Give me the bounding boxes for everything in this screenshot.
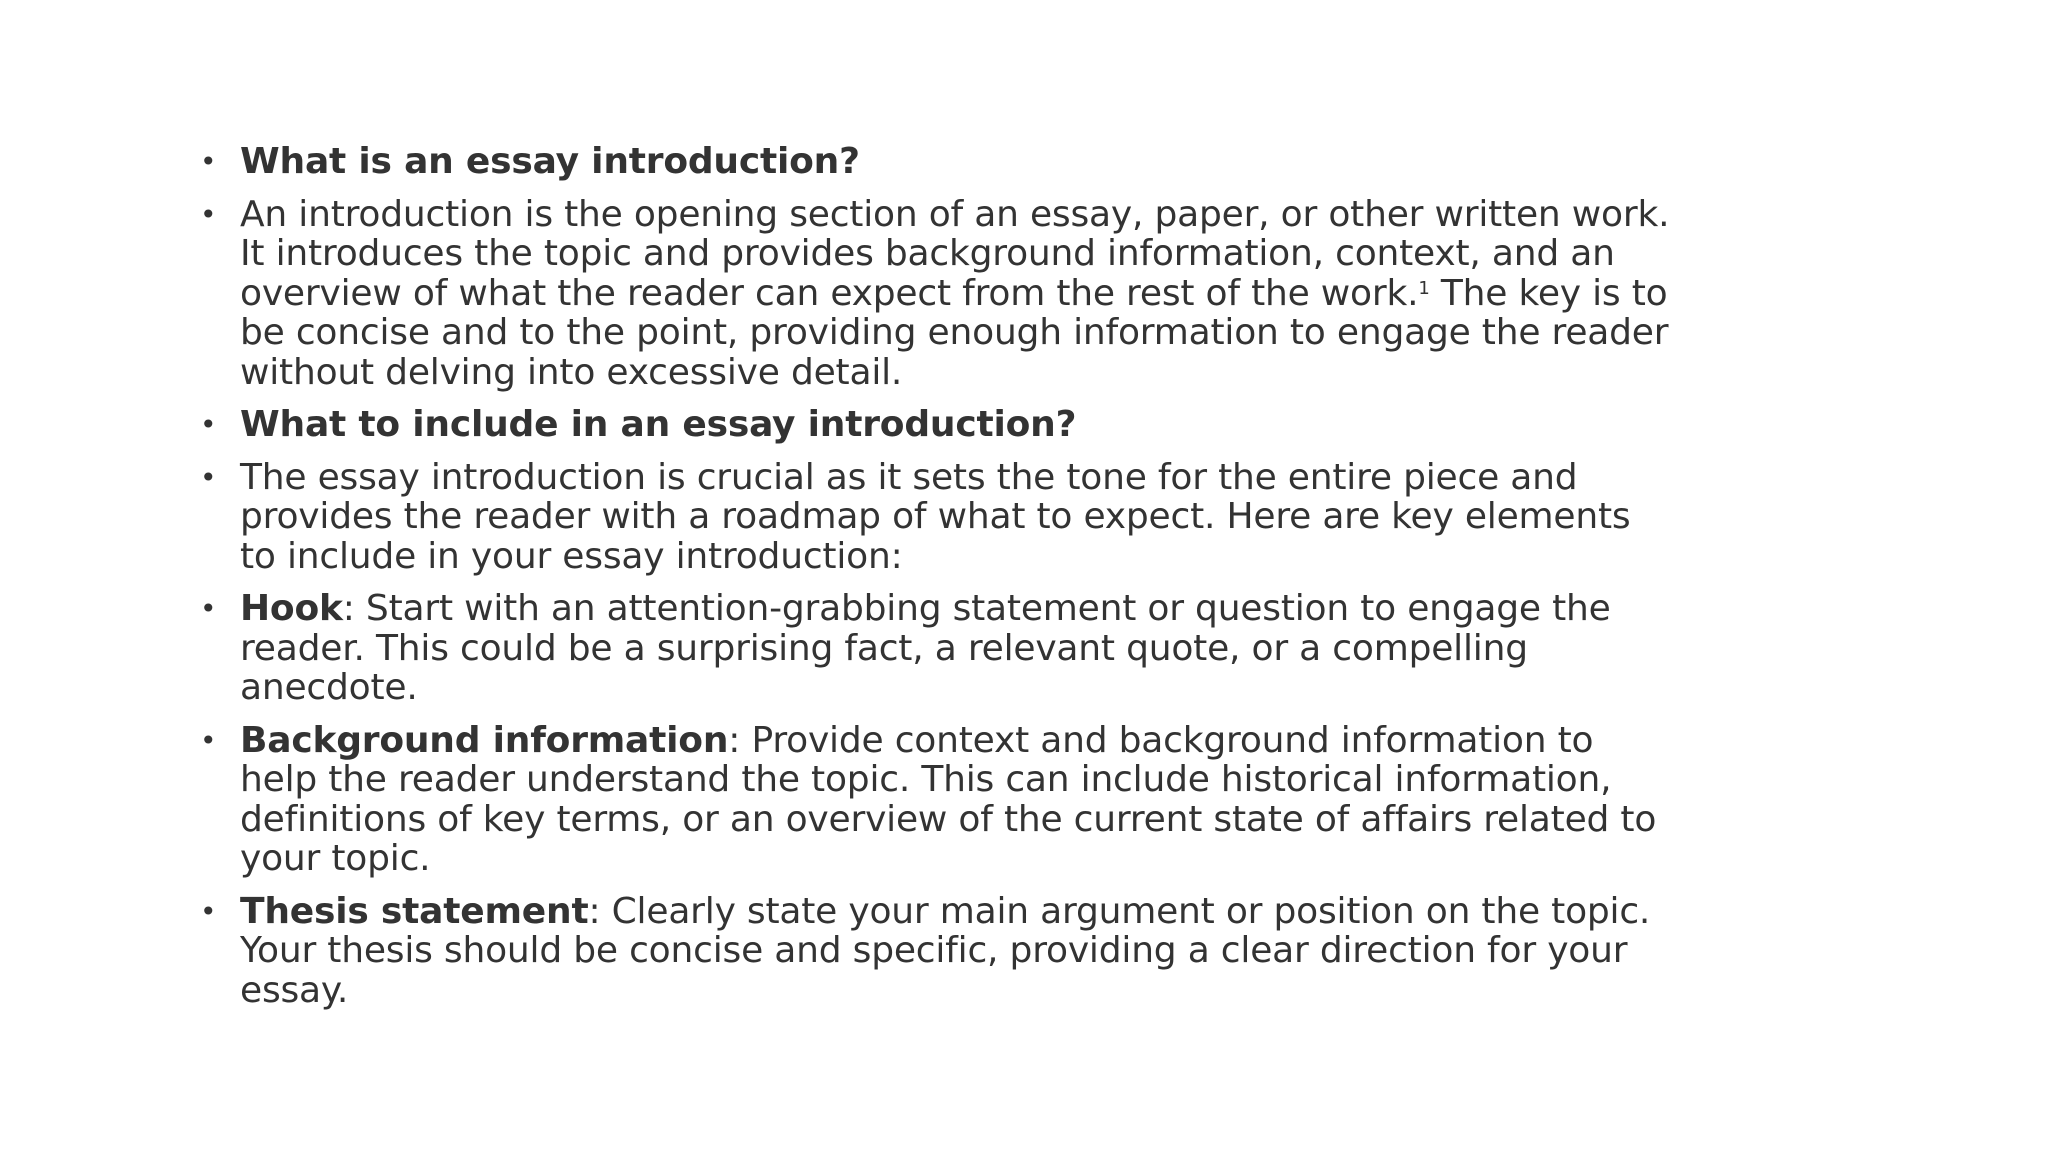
bullet-dot-icon: •	[200, 197, 217, 231]
bullet-heading-what-to-include	[200, 405, 1670, 445]
bullet-dot-icon: •	[200, 723, 217, 757]
bullet-dot-icon: •	[200, 408, 217, 441]
heading-text: What to include in an essay introduction?	[240, 404, 1077, 445]
bullet-thesis-statement	[200, 892, 1670, 1011]
paragraph-text-after: The key is to be concise and to the point, providing enough information to engage the reader without delving into excessive detail.	[240, 272, 1669, 393]
bullet-intro-definition	[200, 195, 1670, 393]
bullet-intro-crucial	[200, 458, 1670, 577]
bullet-list	[200, 142, 1670, 1023]
heading-text: What is an essay introduction?	[240, 141, 860, 182]
bullet-dot-icon: •	[200, 894, 217, 928]
term-description: : Clearly state your main argument or position on the topic. Your thesis should be concise and specific, providing a clear direction for your essay.	[240, 890, 1651, 1011]
bullet-dot-icon: •	[200, 145, 217, 178]
term-label: Thesis statement	[240, 890, 589, 932]
bullet-background-information	[200, 721, 1670, 879]
footnote-marker: 1	[1418, 277, 1430, 299]
paragraph-text-before: An introduction is the opening section of an essay, paper, or other written work. It introduces the topic and provides background information, context, and an overview of what the reader can expect from the rest of the work.	[240, 193, 1670, 314]
bullet-heading-what-is	[200, 142, 1670, 182]
term-label: Hook	[240, 588, 343, 629]
bullet-dot-icon: •	[200, 460, 217, 494]
bullet-dot-icon: •	[200, 592, 217, 625]
paragraph-text: The essay introduction is crucial as it sets the tone for the entire piece and provides the reader with a roadmap of what to expect. Here are key elements to include in your essay introduction:	[240, 456, 1631, 577]
term-description: : Provide context and background information to help the reader understand the topic. This can include historical information, definitions of key terms, or an overview of the current state of affairs related to your topic.	[240, 719, 1657, 879]
bullet-hook	[200, 589, 1670, 708]
term-description: : Start with an attention-grabbing statement or question to engage the reader. This could be a surprising fact, a relevant quote, or a compelling anecdote.	[240, 588, 1611, 708]
term-label: Background information	[240, 719, 729, 761]
